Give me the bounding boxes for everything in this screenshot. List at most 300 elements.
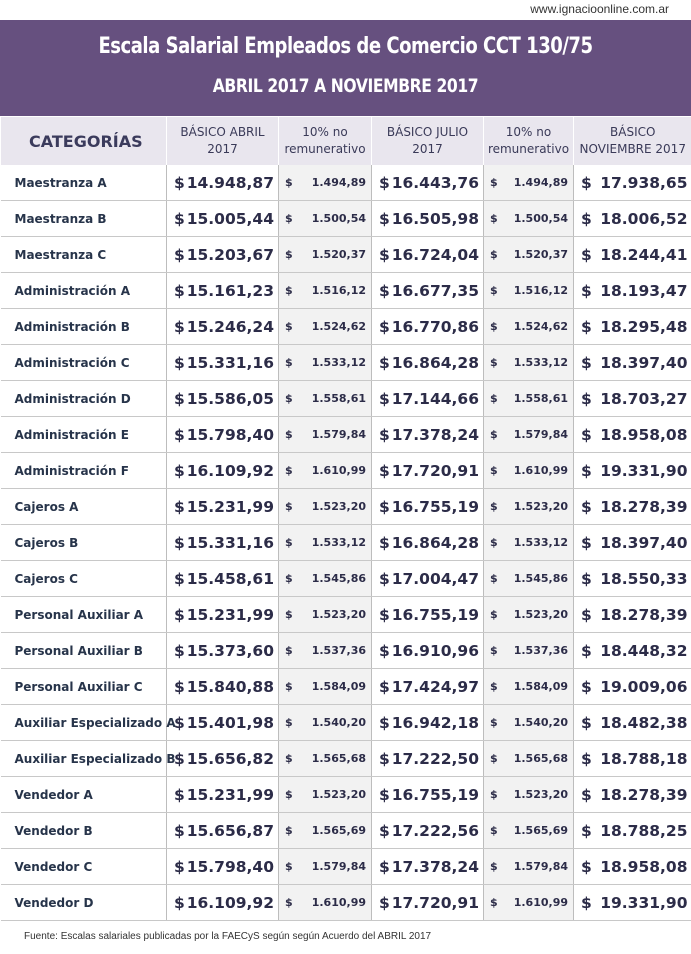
category-cell: Auxiliar Especializado A [1, 705, 167, 741]
header-basico-abril: BÁSICO ABRIL 2017 [167, 117, 279, 165]
amount-value: 18.397,40 [600, 533, 688, 552]
amount-value: 1.520,37 [311, 248, 366, 261]
page-title: Escala Salarial Empleados de Comercio CCT 130/75 [98, 34, 593, 59]
basico-julio-cell [372, 741, 484, 777]
currency-symbol: $ [285, 500, 293, 513]
currency-symbol: $ [490, 428, 498, 441]
amount-value: 16.755,19 [391, 785, 479, 804]
currency-symbol: $ [490, 500, 498, 513]
basico-julio-cell [372, 381, 484, 417]
category-cell: Administración C [1, 345, 167, 381]
table-row [1, 273, 691, 309]
amount-value: 16.724,04 [391, 245, 479, 264]
no-remunerativo-2-cell [484, 561, 574, 597]
basico-noviembre-cell [574, 309, 691, 345]
amount-value: 15.840,88 [186, 677, 274, 696]
currency-symbol: $ [174, 353, 185, 372]
no-remunerativo-1-cell [279, 849, 372, 885]
source-note: Fuente: Escalas salariales publicadas por la FAECyS según según Acuerdo del ABRIL 2017 [24, 931, 432, 942]
category-cell: Maestranza A [1, 165, 167, 201]
currency-symbol: $ [174, 641, 185, 660]
currency-symbol: $ [379, 461, 390, 480]
currency-symbol: $ [379, 713, 390, 732]
category-cell: Cajeros A [1, 489, 167, 525]
amount-value: 15.331,16 [186, 533, 274, 552]
currency-symbol: $ [490, 788, 498, 801]
currency-symbol: $ [490, 680, 498, 693]
no-remunerativo-1-cell [279, 345, 372, 381]
currency-symbol: $ [285, 320, 293, 333]
amount-value: 1.610,99 [311, 464, 366, 477]
basico-abril-cell [167, 525, 279, 561]
no-remunerativo-2-cell [484, 705, 574, 741]
amount-value: 17.720,91 [391, 893, 479, 912]
no-remunerativo-1-cell [279, 201, 372, 237]
table-row [1, 669, 691, 705]
currency-symbol: $ [285, 824, 293, 837]
amount-value: 18.278,39 [600, 785, 688, 804]
amount-value: 1.537,36 [311, 644, 366, 657]
basico-noviembre-cell [574, 201, 691, 237]
currency-symbol: $ [285, 644, 293, 657]
currency-symbol: $ [581, 425, 592, 444]
currency-symbol: $ [581, 317, 592, 336]
currency-symbol: $ [285, 608, 293, 621]
basico-abril-cell [167, 705, 279, 741]
amount-value: 1.537,36 [513, 644, 568, 657]
currency-symbol: $ [174, 425, 185, 444]
basico-noviembre-cell [574, 777, 691, 813]
amount-value: 16.755,19 [391, 497, 479, 516]
no-remunerativo-2-cell [484, 165, 574, 201]
no-remunerativo-2-cell [484, 633, 574, 669]
no-remunerativo-2-cell [484, 309, 574, 345]
currency-symbol: $ [174, 677, 185, 696]
table-header-row [1, 117, 691, 165]
no-remunerativo-1-cell [279, 741, 372, 777]
amount-value: 15.798,40 [186, 425, 274, 444]
basico-noviembre-cell [574, 597, 691, 633]
no-remunerativo-2-cell [484, 597, 574, 633]
currency-symbol: $ [379, 749, 390, 768]
amount-value: 1.584,09 [311, 680, 366, 693]
basico-julio-cell [372, 597, 484, 633]
category-cell: Maestranza B [1, 201, 167, 237]
no-remunerativo-1-cell [279, 381, 372, 417]
category-cell: Administración D [1, 381, 167, 417]
currency-symbol: $ [490, 248, 498, 261]
basico-noviembre-cell [574, 453, 691, 489]
category-cell: Auxiliar Especializado B [1, 741, 167, 777]
amount-value: 15.798,40 [186, 857, 274, 876]
amount-value: 15.656,87 [186, 821, 274, 840]
amount-value: 1.579,84 [513, 860, 568, 873]
currency-symbol: $ [285, 428, 293, 441]
title-banner [0, 20, 691, 116]
basico-abril-cell [167, 813, 279, 849]
currency-symbol: $ [174, 317, 185, 336]
currency-symbol: $ [174, 569, 185, 588]
no-remunerativo-2-cell [484, 381, 574, 417]
table-row [1, 201, 691, 237]
currency-symbol: $ [174, 893, 185, 912]
currency-symbol: $ [490, 572, 498, 585]
no-remunerativo-1-cell [279, 777, 372, 813]
currency-symbol: $ [285, 536, 293, 549]
basico-abril-cell [167, 273, 279, 309]
category-cell: Administración F [1, 453, 167, 489]
amount-value: 1.523,20 [311, 608, 366, 621]
header-basico-noviembre: BÁSICO NOVIEMBRE 2017 [574, 117, 691, 165]
basico-julio-cell [372, 885, 484, 921]
basico-abril-cell [167, 489, 279, 525]
amount-value: 1.545,86 [311, 572, 366, 585]
amount-value: 1.579,84 [311, 428, 366, 441]
basico-abril-cell [167, 201, 279, 237]
basico-abril-cell [167, 165, 279, 201]
currency-symbol: $ [490, 752, 498, 765]
basico-abril-cell [167, 777, 279, 813]
amount-value: 18.193,47 [600, 281, 688, 300]
currency-symbol: $ [285, 572, 293, 585]
no-remunerativo-2-cell [484, 237, 574, 273]
no-remunerativo-1-cell [279, 273, 372, 309]
basico-noviembre-cell [574, 813, 691, 849]
amount-value: 18.295,48 [600, 317, 688, 336]
basico-noviembre-cell [574, 741, 691, 777]
no-remunerativo-1-cell [279, 813, 372, 849]
basico-abril-cell [167, 417, 279, 453]
no-remunerativo-2-cell [484, 489, 574, 525]
basico-noviembre-cell [574, 417, 691, 453]
basico-abril-cell [167, 633, 279, 669]
amount-value: 16.677,35 [391, 281, 479, 300]
basico-julio-cell [372, 273, 484, 309]
amount-value: 1.565,68 [311, 752, 366, 765]
basico-abril-cell [167, 597, 279, 633]
basico-noviembre-cell [574, 669, 691, 705]
no-remunerativo-1-cell [279, 165, 372, 201]
currency-symbol: $ [581, 389, 592, 408]
amount-value: 1.610,99 [513, 896, 568, 909]
amount-value: 18.278,39 [600, 497, 688, 516]
no-remunerativo-1-cell [279, 669, 372, 705]
category-cell: Vendedor C [1, 849, 167, 885]
no-remunerativo-1-cell [279, 309, 372, 345]
currency-symbol: $ [379, 317, 390, 336]
currency-symbol: $ [490, 608, 498, 621]
currency-symbol: $ [490, 536, 498, 549]
amount-value: 1.523,20 [513, 788, 568, 801]
no-remunerativo-2-cell [484, 777, 574, 813]
currency-symbol: $ [174, 713, 185, 732]
amount-value: 16.864,28 [391, 533, 479, 552]
currency-symbol: $ [174, 821, 185, 840]
category-cell: Personal Auxiliar A [1, 597, 167, 633]
basico-abril-cell [167, 561, 279, 597]
amount-value: 15.401,98 [186, 713, 274, 732]
table-row [1, 237, 691, 273]
table-row [1, 561, 691, 597]
table-row [1, 741, 691, 777]
currency-symbol: $ [490, 356, 498, 369]
basico-abril-cell [167, 309, 279, 345]
currency-symbol: $ [581, 209, 592, 228]
amount-value: 1.540,20 [513, 716, 568, 729]
currency-symbol: $ [379, 173, 390, 192]
category-cell: Vendedor D [1, 885, 167, 921]
amount-value: 16.109,92 [186, 461, 274, 480]
basico-julio-cell [372, 813, 484, 849]
basico-julio-cell [372, 453, 484, 489]
no-remunerativo-1-cell [279, 237, 372, 273]
currency-symbol: $ [379, 821, 390, 840]
currency-symbol: $ [379, 785, 390, 804]
amount-value: 18.278,39 [600, 605, 688, 624]
no-remunerativo-1-cell [279, 885, 372, 921]
no-remunerativo-2-cell [484, 345, 574, 381]
amount-value: 1.533,12 [513, 536, 568, 549]
basico-julio-cell [372, 165, 484, 201]
amount-value: 1.533,12 [311, 536, 366, 549]
currency-symbol: $ [490, 176, 498, 189]
currency-symbol: $ [581, 245, 592, 264]
currency-symbol: $ [490, 824, 498, 837]
currency-symbol: $ [379, 281, 390, 300]
salary-table [0, 117, 691, 921]
amount-value: 15.231,99 [186, 605, 274, 624]
currency-symbol: $ [174, 785, 185, 804]
currency-symbol: $ [581, 281, 592, 300]
currency-symbol: $ [379, 857, 390, 876]
currency-symbol: $ [285, 716, 293, 729]
basico-noviembre-cell [574, 273, 691, 309]
amount-value: 16.864,28 [391, 353, 479, 372]
currency-symbol: $ [174, 605, 185, 624]
amount-value: 1.584,09 [513, 680, 568, 693]
amount-value: 1.523,20 [311, 500, 366, 513]
table-row [1, 633, 691, 669]
currency-symbol: $ [581, 821, 592, 840]
currency-symbol: $ [581, 713, 592, 732]
currency-symbol: $ [285, 896, 293, 909]
basico-noviembre-cell [574, 705, 691, 741]
table-row [1, 885, 691, 921]
category-cell: Personal Auxiliar C [1, 669, 167, 705]
category-cell: Maestranza C [1, 237, 167, 273]
table-row [1, 453, 691, 489]
basico-abril-cell [167, 741, 279, 777]
currency-symbol: $ [285, 860, 293, 873]
currency-symbol: $ [379, 569, 390, 588]
amount-value: 1.516,12 [513, 284, 568, 297]
currency-symbol: $ [174, 281, 185, 300]
currency-symbol: $ [379, 641, 390, 660]
no-remunerativo-1-cell [279, 705, 372, 741]
amount-value: 16.942,18 [391, 713, 479, 732]
amount-value: 1.500,54 [513, 212, 568, 225]
basico-abril-cell [167, 453, 279, 489]
amount-value: 15.231,99 [186, 785, 274, 804]
currency-symbol: $ [174, 497, 185, 516]
amount-value: 15.586,05 [186, 389, 274, 408]
category-cell: Administración A [1, 273, 167, 309]
basico-noviembre-cell [574, 633, 691, 669]
no-remunerativo-1-cell [279, 453, 372, 489]
basico-julio-cell [372, 201, 484, 237]
no-remunerativo-2-cell [484, 741, 574, 777]
currency-symbol: $ [581, 173, 592, 192]
category-cell: Personal Auxiliar B [1, 633, 167, 669]
currency-symbol: $ [285, 788, 293, 801]
amount-value: 19.009,06 [600, 677, 688, 696]
amount-value: 17.222,56 [391, 821, 479, 840]
basico-abril-cell [167, 381, 279, 417]
header-no-remunerativo-1: 10% no remunerativo [279, 117, 372, 165]
category-cell: Cajeros B [1, 525, 167, 561]
basico-julio-cell [372, 669, 484, 705]
currency-symbol: $ [285, 752, 293, 765]
currency-symbol: $ [379, 533, 390, 552]
currency-symbol: $ [174, 209, 185, 228]
table-row [1, 849, 691, 885]
amount-value: 15.458,61 [186, 569, 274, 588]
amount-value: 1.610,99 [311, 896, 366, 909]
amount-value: 18.788,18 [600, 749, 688, 768]
amount-value: 18.958,08 [600, 425, 688, 444]
no-remunerativo-1-cell [279, 561, 372, 597]
category-cell: Administración B [1, 309, 167, 345]
currency-symbol: $ [379, 605, 390, 624]
category-cell: Vendedor A [1, 777, 167, 813]
amount-value: 15.203,67 [186, 245, 274, 264]
currency-symbol: $ [490, 464, 498, 477]
basico-noviembre-cell [574, 345, 691, 381]
amount-value: 14.948,87 [186, 173, 274, 192]
no-remunerativo-1-cell [279, 597, 372, 633]
basico-julio-cell [372, 525, 484, 561]
amount-value: 17.378,24 [391, 425, 479, 444]
basico-julio-cell [372, 561, 484, 597]
currency-symbol: $ [581, 857, 592, 876]
basico-noviembre-cell [574, 561, 691, 597]
currency-symbol: $ [174, 857, 185, 876]
amount-value: 1.610,99 [513, 464, 568, 477]
amount-value: 1.523,20 [513, 608, 568, 621]
amount-value: 1.524,62 [311, 320, 366, 333]
amount-value: 15.161,23 [186, 281, 274, 300]
amount-value: 1.523,20 [311, 788, 366, 801]
amount-value: 1.533,12 [513, 356, 568, 369]
basico-noviembre-cell [574, 885, 691, 921]
amount-value: 1.579,84 [513, 428, 568, 441]
amount-value: 16.910,96 [391, 641, 479, 660]
amount-value: 17.144,66 [391, 389, 479, 408]
basico-abril-cell [167, 345, 279, 381]
currency-symbol: $ [581, 605, 592, 624]
table-row [1, 705, 691, 741]
currency-symbol: $ [174, 749, 185, 768]
amount-value: 16.505,98 [391, 209, 479, 228]
currency-symbol: $ [581, 533, 592, 552]
currency-symbol: $ [285, 212, 293, 225]
amount-value: 15.373,60 [186, 641, 274, 660]
currency-symbol: $ [379, 389, 390, 408]
amount-value: 15.231,99 [186, 497, 274, 516]
amount-value: 1.579,84 [311, 860, 366, 873]
table-row [1, 489, 691, 525]
amount-value: 16.109,92 [186, 893, 274, 912]
amount-value: 18.244,41 [600, 245, 688, 264]
amount-value: 15.005,44 [186, 209, 274, 228]
header-basico-julio: BÁSICO JULIO 2017 [372, 117, 484, 165]
basico-julio-cell [372, 849, 484, 885]
currency-symbol: $ [379, 425, 390, 444]
currency-symbol: $ [379, 893, 390, 912]
amount-value: 1.540,20 [311, 716, 366, 729]
header-no-remunerativo-2: 10% no remunerativo [484, 117, 574, 165]
amount-value: 18.448,32 [600, 641, 688, 660]
no-remunerativo-2-cell [484, 849, 574, 885]
currency-symbol: $ [285, 356, 293, 369]
amount-value: 1.494,89 [513, 176, 568, 189]
currency-symbol: $ [174, 461, 185, 480]
currency-symbol: $ [285, 284, 293, 297]
amount-value: 1.520,37 [513, 248, 568, 261]
amount-value: 18.397,40 [600, 353, 688, 372]
amount-value: 17.004,47 [391, 569, 479, 588]
basico-abril-cell [167, 849, 279, 885]
amount-value: 18.788,25 [600, 821, 688, 840]
amount-value: 17.222,50 [391, 749, 479, 768]
category-cell: Vendedor B [1, 813, 167, 849]
amount-value: 1.533,12 [311, 356, 366, 369]
amount-value: 1.565,69 [513, 824, 568, 837]
no-remunerativo-2-cell [484, 201, 574, 237]
no-remunerativo-1-cell [279, 489, 372, 525]
basico-julio-cell [372, 309, 484, 345]
currency-symbol: $ [379, 353, 390, 372]
amount-value: 18.550,33 [600, 569, 688, 588]
amount-value: 15.331,16 [186, 353, 274, 372]
amount-value: 1.523,20 [513, 500, 568, 513]
amount-value: 18.958,08 [600, 857, 688, 876]
amount-value: 1.500,54 [311, 212, 366, 225]
basico-abril-cell [167, 237, 279, 273]
page-subtitle: ABRIL 2017 A NOVIEMBRE 2017 [212, 75, 479, 97]
amount-value: 19.331,90 [600, 461, 688, 480]
currency-symbol: $ [581, 641, 592, 660]
amount-value: 18.482,38 [600, 713, 688, 732]
amount-value: 19.331,90 [600, 893, 688, 912]
table-row [1, 597, 691, 633]
amount-value: 1.565,68 [513, 752, 568, 765]
basico-noviembre-cell [574, 525, 691, 561]
currency-symbol: $ [581, 677, 592, 696]
basico-julio-cell [372, 417, 484, 453]
amount-value: 16.770,86 [391, 317, 479, 336]
currency-symbol: $ [490, 284, 498, 297]
amount-value: 16.443,76 [391, 173, 479, 192]
currency-symbol: $ [285, 248, 293, 261]
amount-value: 1.545,86 [513, 572, 568, 585]
table-row [1, 165, 691, 201]
currency-symbol: $ [490, 896, 498, 909]
no-remunerativo-2-cell [484, 813, 574, 849]
basico-abril-cell [167, 885, 279, 921]
currency-symbol: $ [174, 245, 185, 264]
currency-symbol: $ [285, 176, 293, 189]
